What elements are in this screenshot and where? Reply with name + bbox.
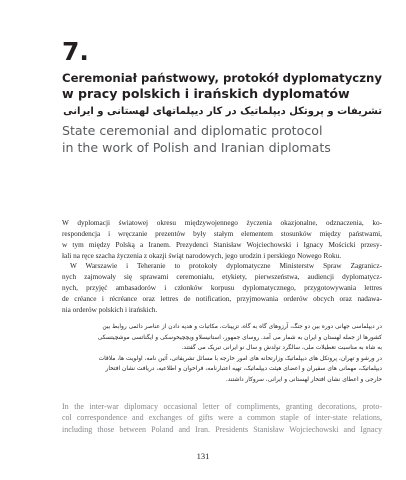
title-line: in the work of Polish and Iranian diplomats [62,139,331,155]
page-number: 131 [196,451,210,461]
text-line: در دیپلماسی جهانی دوره بین دو جنگ، آرزوهای گاه به گاه، تزیینات، مکاتبات و هدیه دادن از عناصر دائمی روابط بین [102,324,382,330]
text-line: در ورشو و تهران، پروتکل های دیپلماتیک وزارتخانه های امور خارجه با مسائل تشریفاتی، آئین نامه، اولویت ها، ملاقات [98,355,382,362]
text-line: w tym między Polską a Iranem. Prezydenci Stanisław Wojciechowski i Ignacy Mościcki przesy- [62,240,382,249]
body-text-persian [62,322,382,386]
title-line: State ceremonial and diplomatic protocol [62,123,323,138]
chapter-title-english [62,123,382,156]
text-line: W Warszawie i Teheranie to protokoły dyplomatyczne Ministerstw Spraw Zagranicz- [70,262,382,271]
text-line: including those between Poland and Iran. Presidents Stanisław Wojciechowski and Ignacy [62,424,382,434]
text-line: łali na ręce szacha życzenia z okazji świąt narodowych, jego urodzin i perskiego Nowego Roku. [62,251,342,260]
text-line: nia orderów polskich i irańskich. [62,305,158,314]
text-line: به شاه به مناسبت تعطیلات ملی، سالگرد تولدش و سال نو ایرانی تبریک می گفتند. [181,345,382,352]
text-line: دیپلماتیک، مهمانی های سفیران و اعضای هیئت دیپلماتیک، تهیه اعتبارنامه، فراخوان و اطلاعیه، دریافت نشان افتخار [105,366,382,373]
body-text-polish [62,218,382,316]
chapter-title-polish [62,70,382,102]
text-line: nych, przyjęć ambasadorów i członków korpusu dyplomatycznego, przygotowywania lettres [62,284,382,293]
text-line: کشورها از جمله لهستان و ایران به شمار می آمد. روسای جمهور، استانیسلاو ویچچیخوسکی و ایگناتسی موشچیتسکی [97,334,382,341]
text-line: col correspondence and exchanges of gifts were a common staple of inter-state relations, [62,413,382,423]
body-text-english [62,401,382,435]
title-line: Ceremoniał państwowy, protokół dyplomatyczny [62,71,382,85]
chapter-title-persian: تشریفات و پروتکل دیپلماتیک در کار دیپلماتهای لهستانی و ایرانی [63,106,382,117]
text-line: In the inter-war diplomacy occasional letter of compliments, granting decorations, proto- [62,402,382,411]
text-line: خارجی و اعطای نشان افتخار لهستانی و ایرانی، سروکار داشتند. [225,376,382,383]
text-line: W dyplomacji światowej okresu międzywojennego życzenia okazjonalne, odznaczenia, ko- [62,219,382,227]
text-line: respondencja i wręczanie prezentów były stałym elementem stosunków między państwami, [62,229,382,238]
text-line: nych zajmowały się sprawami ceremoniału, etykiety, pierwszeństwa, audiencji dyplomatycz- [62,273,382,282]
title-line: w pracy polskich i irańskich dyplomatów [62,86,350,101]
text-line: de créance i récréance oraz lettres de notification, przyjmowania orderów obcych oraz nadawa- [62,294,382,303]
chapter-number: 7. [62,37,89,66]
